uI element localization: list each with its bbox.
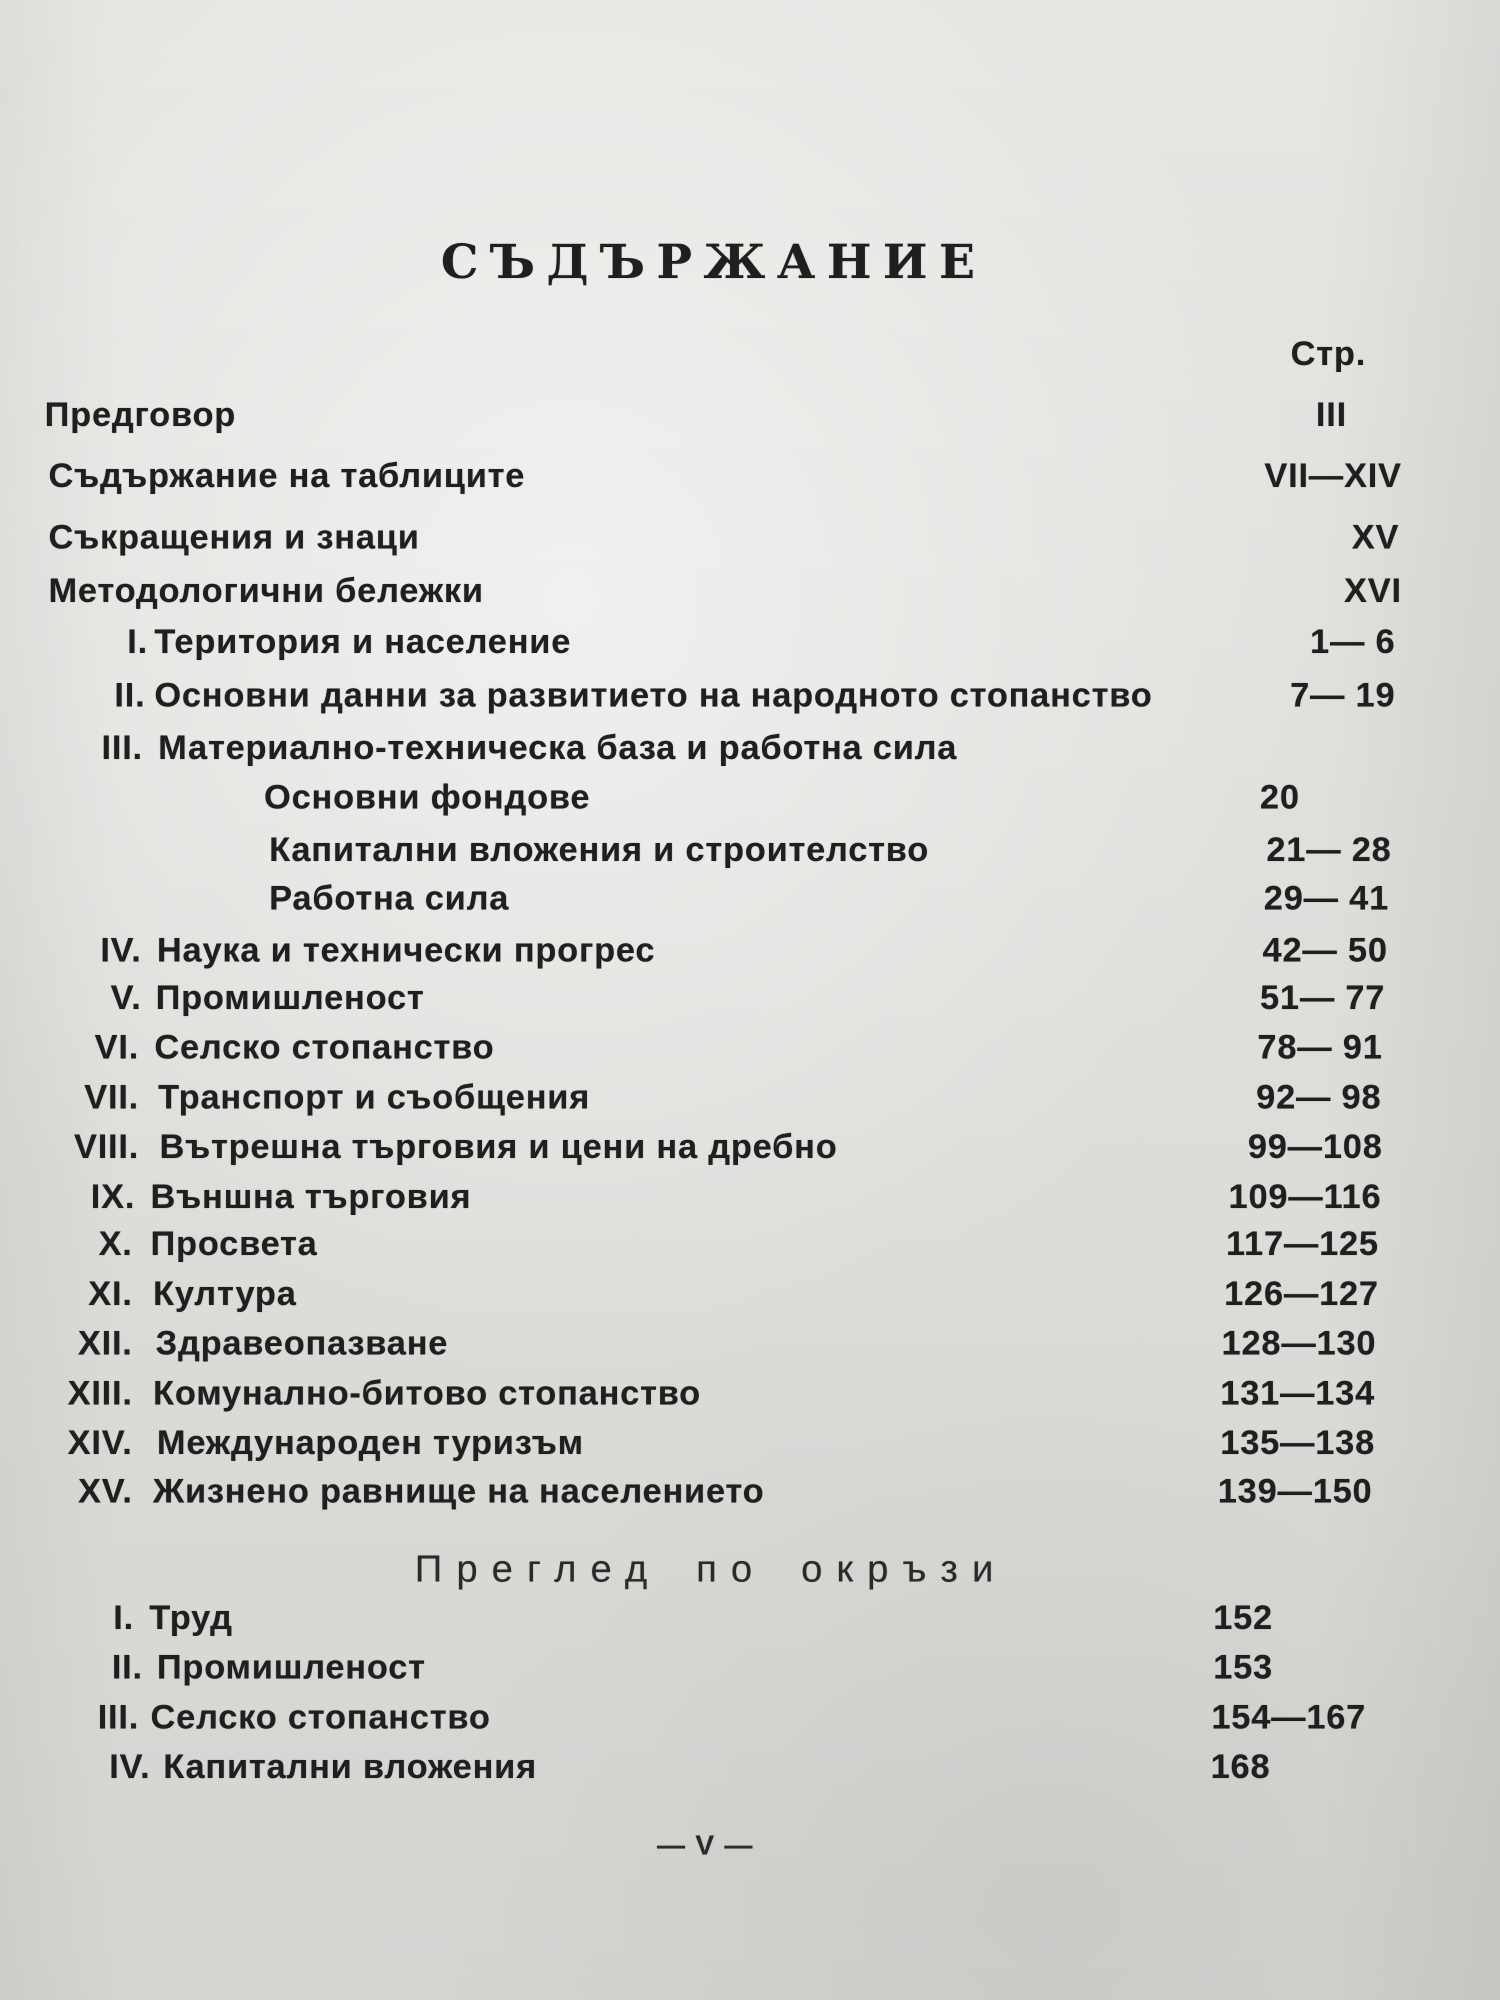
chapter-title: Вътрешна търговия и цени на дребно [159, 1127, 838, 1166]
subsection-pages: 29— 41 [1263, 878, 1390, 918]
toc-subsection [0, 879, 1500, 917]
chapter-number: V. [110, 978, 142, 1017]
chapter-number: X. [98, 1224, 133, 1263]
toc-entry-tables-contents [0, 457, 1500, 495]
entry-pages: 153 [1213, 1647, 1273, 1687]
chapter-title: Здравеопазване [155, 1323, 449, 1363]
toc-regional-entry [0, 1598, 1500, 1636]
entry-title: Труд [149, 1598, 233, 1637]
entry-number: II. [111, 1647, 143, 1687]
chapter-title: Жизнено равнище на населението [153, 1471, 765, 1511]
chapter-title: Материално-техническа база и работна сила [158, 728, 958, 767]
chapter-pages: 126—127 [1224, 1274, 1379, 1313]
entry-pages: XVI [1343, 571, 1402, 610]
toc-entry-abbreviations [0, 518, 1500, 556]
chapter-pages: 131—134 [1220, 1373, 1375, 1412]
chapter-pages: 92— 98 [1256, 1077, 1382, 1117]
page-column-header: Стр. [1290, 334, 1367, 373]
entry-pages: 152 [1213, 1598, 1273, 1637]
toc-chapter [0, 1128, 1500, 1166]
chapter-pages: 117—125 [1226, 1224, 1379, 1263]
chapter-number: IV. [100, 931, 142, 970]
chapter-title: Селско стопанство [154, 1028, 495, 1067]
entry-pages: 154—167 [1211, 1697, 1367, 1736]
chapter-number: I. [127, 622, 148, 661]
toc-chapter [0, 1423, 1500, 1461]
toc-chapter [0, 1028, 1500, 1066]
chapter-title: Просвета [150, 1224, 318, 1263]
chapter-title: Основни данни за развитието на народното стопанство [154, 676, 1153, 715]
chapter-pages: 139—150 [1217, 1471, 1373, 1511]
chapter-number: XII. [77, 1323, 133, 1363]
chapter-number: VIII. [73, 1127, 140, 1166]
chapter-title: Международен туризъм [156, 1423, 584, 1462]
chapter-pages: 135—138 [1220, 1423, 1375, 1462]
chapter-number: XI. [88, 1274, 133, 1313]
entry-pages: 168 [1210, 1747, 1271, 1786]
chapter-pages: 109—116 [1228, 1177, 1382, 1216]
chapter-number: XV. [78, 1471, 133, 1511]
chapter-title: Транспорт и съобщения [158, 1077, 591, 1117]
chapter-pages: 1— 6 [1310, 622, 1396, 661]
chapter-pages: 7— 19 [1290, 676, 1396, 715]
subsection-title: Работна сила [269, 878, 510, 918]
chapter-title: Територия и население [154, 622, 572, 661]
chapter-number: XIV. [67, 1423, 133, 1462]
page-column-header-row [0, 334, 1500, 372]
toc-entry-preface [0, 395, 1500, 433]
subsection-title: Основни фондове [264, 778, 591, 817]
entry-title: Селско стопанство [150, 1697, 491, 1736]
toc-chapter [0, 931, 1500, 969]
toc-subsection [0, 778, 1500, 816]
entry-pages: VII—XIV [1264, 456, 1402, 495]
chapter-title: Външна търговия [150, 1177, 472, 1216]
toc-subsection [0, 830, 1500, 868]
chapter-number: III. [101, 728, 143, 767]
section-heading-regional-review: Преглед по окръзи [414, 1548, 1008, 1591]
chapter-number: VII. [84, 1077, 140, 1117]
toc-chapter [0, 1324, 1500, 1362]
chapter-title: Промишленост [155, 978, 425, 1017]
chapter-pages: 42— 50 [1262, 931, 1388, 970]
entry-title: Капитални вложения [163, 1747, 537, 1786]
entry-number: IV. [109, 1747, 151, 1786]
toc-chapter [0, 676, 1500, 714]
toc-chapter [0, 1274, 1500, 1312]
chapter-title: Комунално-битово стопанство [153, 1373, 701, 1412]
toc-chapter [0, 728, 1500, 766]
chapter-pages: 99—108 [1247, 1127, 1383, 1166]
chapter-title: Култура [153, 1274, 297, 1313]
page-folio: — V — [656, 1829, 754, 1861]
toc-chapter [0, 978, 1500, 1016]
subsection-pages: 21— 28 [1266, 830, 1392, 869]
toc-regional-entry [0, 1648, 1500, 1686]
entry-title: Съкращения и знаци [48, 517, 420, 557]
toc-entry-methodology [0, 571, 1500, 609]
entry-title: Методологични бележки [48, 571, 484, 610]
chapter-number: IX. [90, 1177, 136, 1216]
chapter-number: VI. [94, 1028, 140, 1067]
entry-number: III. [97, 1697, 140, 1736]
entry-title: Съдържание на таблиците [48, 456, 526, 495]
chapter-pages: 51— 77 [1259, 978, 1386, 1017]
chapter-number: XIII. [67, 1373, 133, 1412]
toc-chapter [0, 1177, 1500, 1215]
entry-title: Промишленост [156, 1647, 426, 1687]
subsection-title: Капитални вложения и строителство [269, 830, 930, 869]
toc-chapter [0, 622, 1500, 660]
entry-pages: XV [1351, 517, 1400, 557]
toc-chapter [0, 1374, 1500, 1412]
subsection-pages: 20 [1259, 778, 1300, 817]
page-title: СЪДЪРЖАНИЕ [440, 233, 987, 290]
entry-number: I. [113, 1598, 134, 1637]
toc-chapter [0, 1078, 1500, 1116]
chapter-pages: 78— 91 [1257, 1028, 1383, 1067]
toc-regional-entry [0, 1698, 1500, 1736]
chapter-title: Наука и технически прогрес [156, 931, 656, 970]
entry-title: Предговор [44, 395, 237, 434]
entry-pages: III [1315, 395, 1347, 434]
toc-chapter [0, 1472, 1500, 1510]
toc-chapter [0, 1224, 1500, 1262]
toc-regional-entry [0, 1747, 1500, 1785]
chapter-pages: 128—130 [1221, 1323, 1377, 1363]
chapter-number: II. [114, 676, 146, 715]
